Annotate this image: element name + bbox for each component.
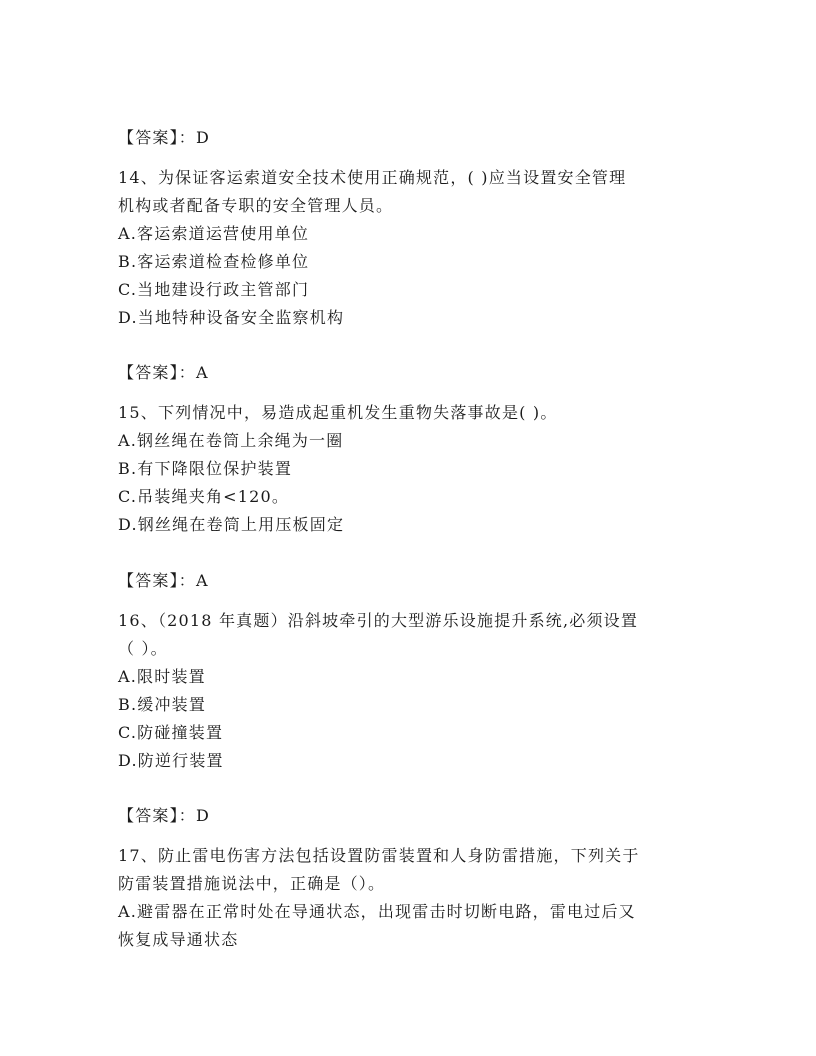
question-17-option-a-cont: 恢复成导通状态 xyxy=(118,930,239,949)
question-15-option-b: B.有下降限位保护装置 xyxy=(118,459,293,478)
question-17-text-cont: 防雷装置措施说法中，正确是（）。 xyxy=(118,874,386,893)
question-16-option-d: D.防逆行装置 xyxy=(118,751,224,770)
answer-14: 【答案】：A xyxy=(118,363,209,382)
question-16-option-b: B.缓冲装置 xyxy=(118,695,207,714)
answer-16: 【答案】：D xyxy=(118,806,211,825)
question-17-text: 17、防止雷电伤害方法包括设置防雷装置和人身防雷措施，下列关于 xyxy=(118,846,640,865)
answer-13: 【答案】：D xyxy=(118,128,211,147)
question-16-option-a: A.限时装置 xyxy=(118,667,206,686)
question-15-option-d: D.钢丝绳在卷筒上用压板固定 xyxy=(118,515,345,534)
question-16-text-cont: （ ）。 xyxy=(118,639,168,658)
answer-15: 【答案】：A xyxy=(118,571,209,590)
question-16-text: 16、（2018 年真题）沿斜坡牵引的大型游乐设施提升系统,必须设置 xyxy=(118,611,639,630)
question-14-text-cont: 机构或者配备专职的安全管理人员。 xyxy=(118,196,394,215)
question-14-text: 14、为保证客运索道安全技术使用正确规范，( )应当设置安全管理 xyxy=(118,168,627,187)
question-15-option-a: A.钢丝绳在卷筒上余绳为一圈 xyxy=(118,431,344,450)
question-14-option-c: C.当地建设行政主管部门 xyxy=(118,280,310,299)
question-15-text: 15、下列情况中，易造成起重机发生重物失落事故是( )。 xyxy=(118,403,558,422)
question-15-option-c: C.吊装绳夹角<120。 xyxy=(118,487,290,506)
question-16-option-c: C.防碰撞装置 xyxy=(118,723,224,742)
question-14-option-d: D.当地特种设备安全监察机构 xyxy=(118,308,345,327)
question-14-option-b: B.客运索道检查检修单位 xyxy=(118,252,310,271)
question-14-option-a: A.客运索道运营使用单位 xyxy=(118,224,310,243)
question-17-option-a: A.避雷器在正常时处在导通状态，出现雷击时切断电路，雷电过后又 xyxy=(118,902,636,921)
